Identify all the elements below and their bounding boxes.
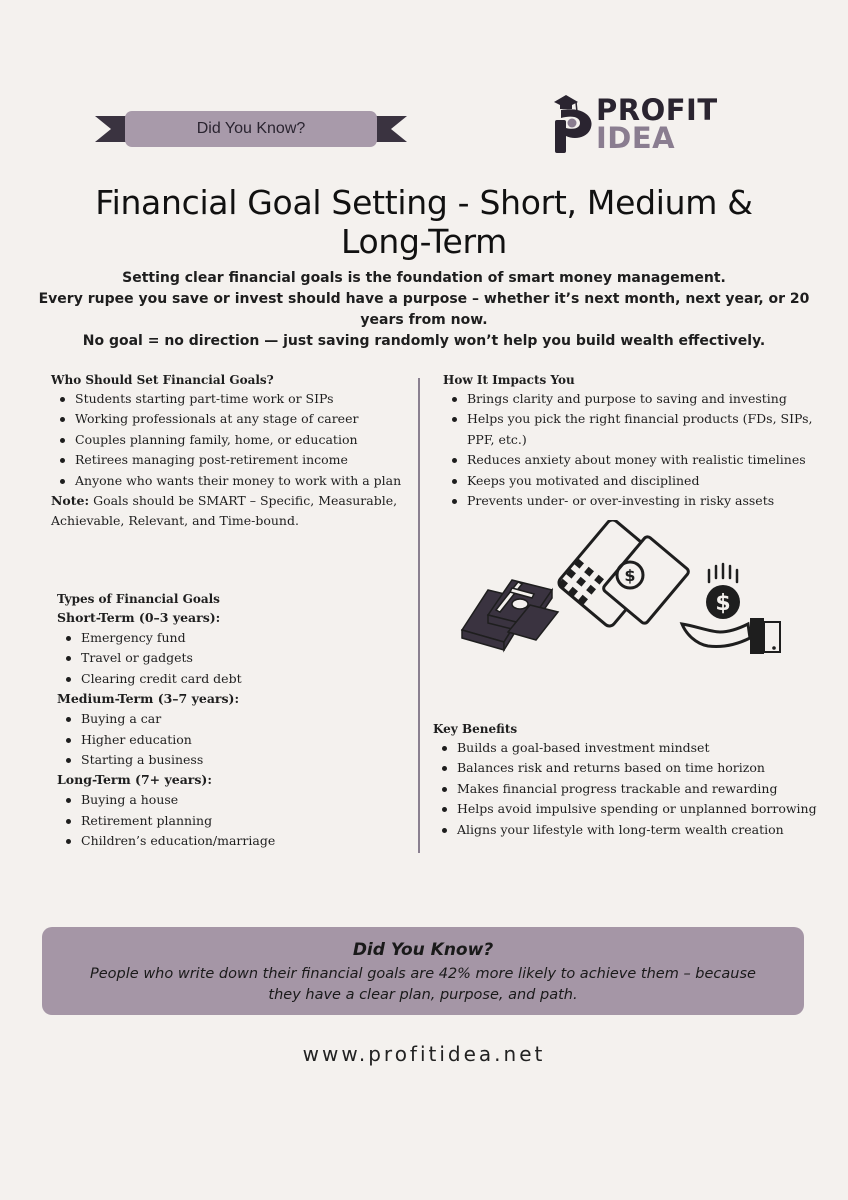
column-divider (418, 378, 420, 853)
list-item: Buying a car (57, 709, 412, 729)
calculator-icon (557, 520, 690, 628)
list-item: Retirement planning (57, 811, 412, 831)
list-item: Anyone who wants their money to work with a plan (51, 471, 411, 491)
coin-hand-icon (682, 564, 780, 654)
page-title: Financial Goal Setting - Short, Medium & Long-Term (95, 183, 753, 261)
did-you-know-text: People who write down their financial goals are 42% more likely to achieve them – because they have a clear plan, purpose, and path. (90, 966, 756, 1003)
short-term-list (57, 628, 412, 689)
list-item: Aligns your lifestyle with long-term wealth creation (433, 820, 823, 840)
note-label: Note: (51, 493, 90, 509)
medium-term-list (57, 709, 412, 770)
list-item: Keeps you motivated and disciplined (443, 471, 813, 491)
did-you-know-ribbon (95, 111, 407, 147)
types-heading: Types of Financial Goals (57, 592, 220, 606)
list-item: Brings clarity and purpose to saving and investing (443, 389, 813, 409)
svg-text:$: $ (624, 566, 636, 585)
intro-line-1: Setting clear financial goals is the foundation of smart money management. (122, 270, 726, 286)
website-link[interactable]: www.profitidea.net (302, 1042, 546, 1066)
list-item: Retirees managing post-retirement income (51, 450, 411, 470)
list-item: Children’s education/marriage (57, 831, 412, 851)
benefits-heading: Key Benefits (433, 722, 518, 736)
impacts-list (443, 389, 813, 511)
list-item: Balances risk and returns based on time horizon (433, 758, 823, 778)
logo-text-idea: IDEA (596, 121, 676, 155)
list-item: Makes financial progress trackable and rewarding (433, 779, 823, 799)
types-section (57, 590, 412, 852)
medium-term-label: Medium-Term (3–7 years): (57, 691, 240, 707)
cash-stack-icon (462, 580, 558, 650)
list-item: Students starting part-time work or SIPs (51, 389, 411, 409)
list-item: Reduces anxiety about money with realistic timelines (443, 450, 813, 470)
long-term-label: Long-Term (7+ years): (57, 772, 212, 788)
list-item: Helps you pick the right financial products (FDs, SIPs, PPF, etc.) (443, 409, 813, 450)
long-term-list (57, 790, 412, 851)
intro-line-2: Every rupee you save or invest should have a purpose – whether it’s next month, next year, or 20 years from now. (38, 291, 810, 328)
brand-logo (552, 92, 742, 158)
intro-text (30, 268, 818, 352)
list-item: Prevents under- or over-investing in risky assets (443, 491, 813, 511)
list-item: Starting a business (57, 750, 412, 770)
list-item: Working professionals at any stage of career (51, 409, 411, 429)
logo-text-profit: PROFIT (596, 93, 718, 127)
list-item: Buying a house (57, 790, 412, 810)
svg-text:$: $ (715, 591, 731, 616)
list-item: Travel or gadgets (57, 648, 412, 668)
list-item: Higher education (57, 730, 412, 750)
short-term-label: Short-Term (0–3 years): (57, 610, 221, 625)
impacts-heading: How It Impacts You (443, 373, 575, 387)
finance-illustration (458, 520, 788, 670)
benefits-section (433, 720, 823, 840)
list-item: Helps avoid impulsive spending or unplanned borrowing (433, 799, 823, 819)
did-you-know-box (42, 927, 804, 1015)
impacts-section (443, 371, 813, 511)
list-item: Couples planning family, home, or education (51, 430, 411, 450)
benefits-list (433, 738, 823, 840)
who-section (51, 371, 411, 532)
who-list (51, 389, 411, 491)
ribbon-label: Did You Know? (125, 111, 377, 147)
note-text: Goals should be SMART – Specific, Measurable, Achievable, Relevant, and Time-bound. (51, 493, 398, 529)
list-item: Clearing credit card debt (57, 669, 412, 689)
intro-line-3: No goal = no direction — just saving randomly won’t help you build wealth effectively. (82, 333, 766, 349)
who-heading: Who Should Set Financial Goals? (51, 373, 274, 387)
graduation-cap-logo-icon (552, 92, 596, 158)
did-you-know-title: Did You Know? (352, 940, 494, 960)
list-item: Emergency fund (57, 628, 412, 648)
list-item: Builds a goal-based investment mindset (433, 738, 823, 758)
smart-note (51, 491, 411, 532)
